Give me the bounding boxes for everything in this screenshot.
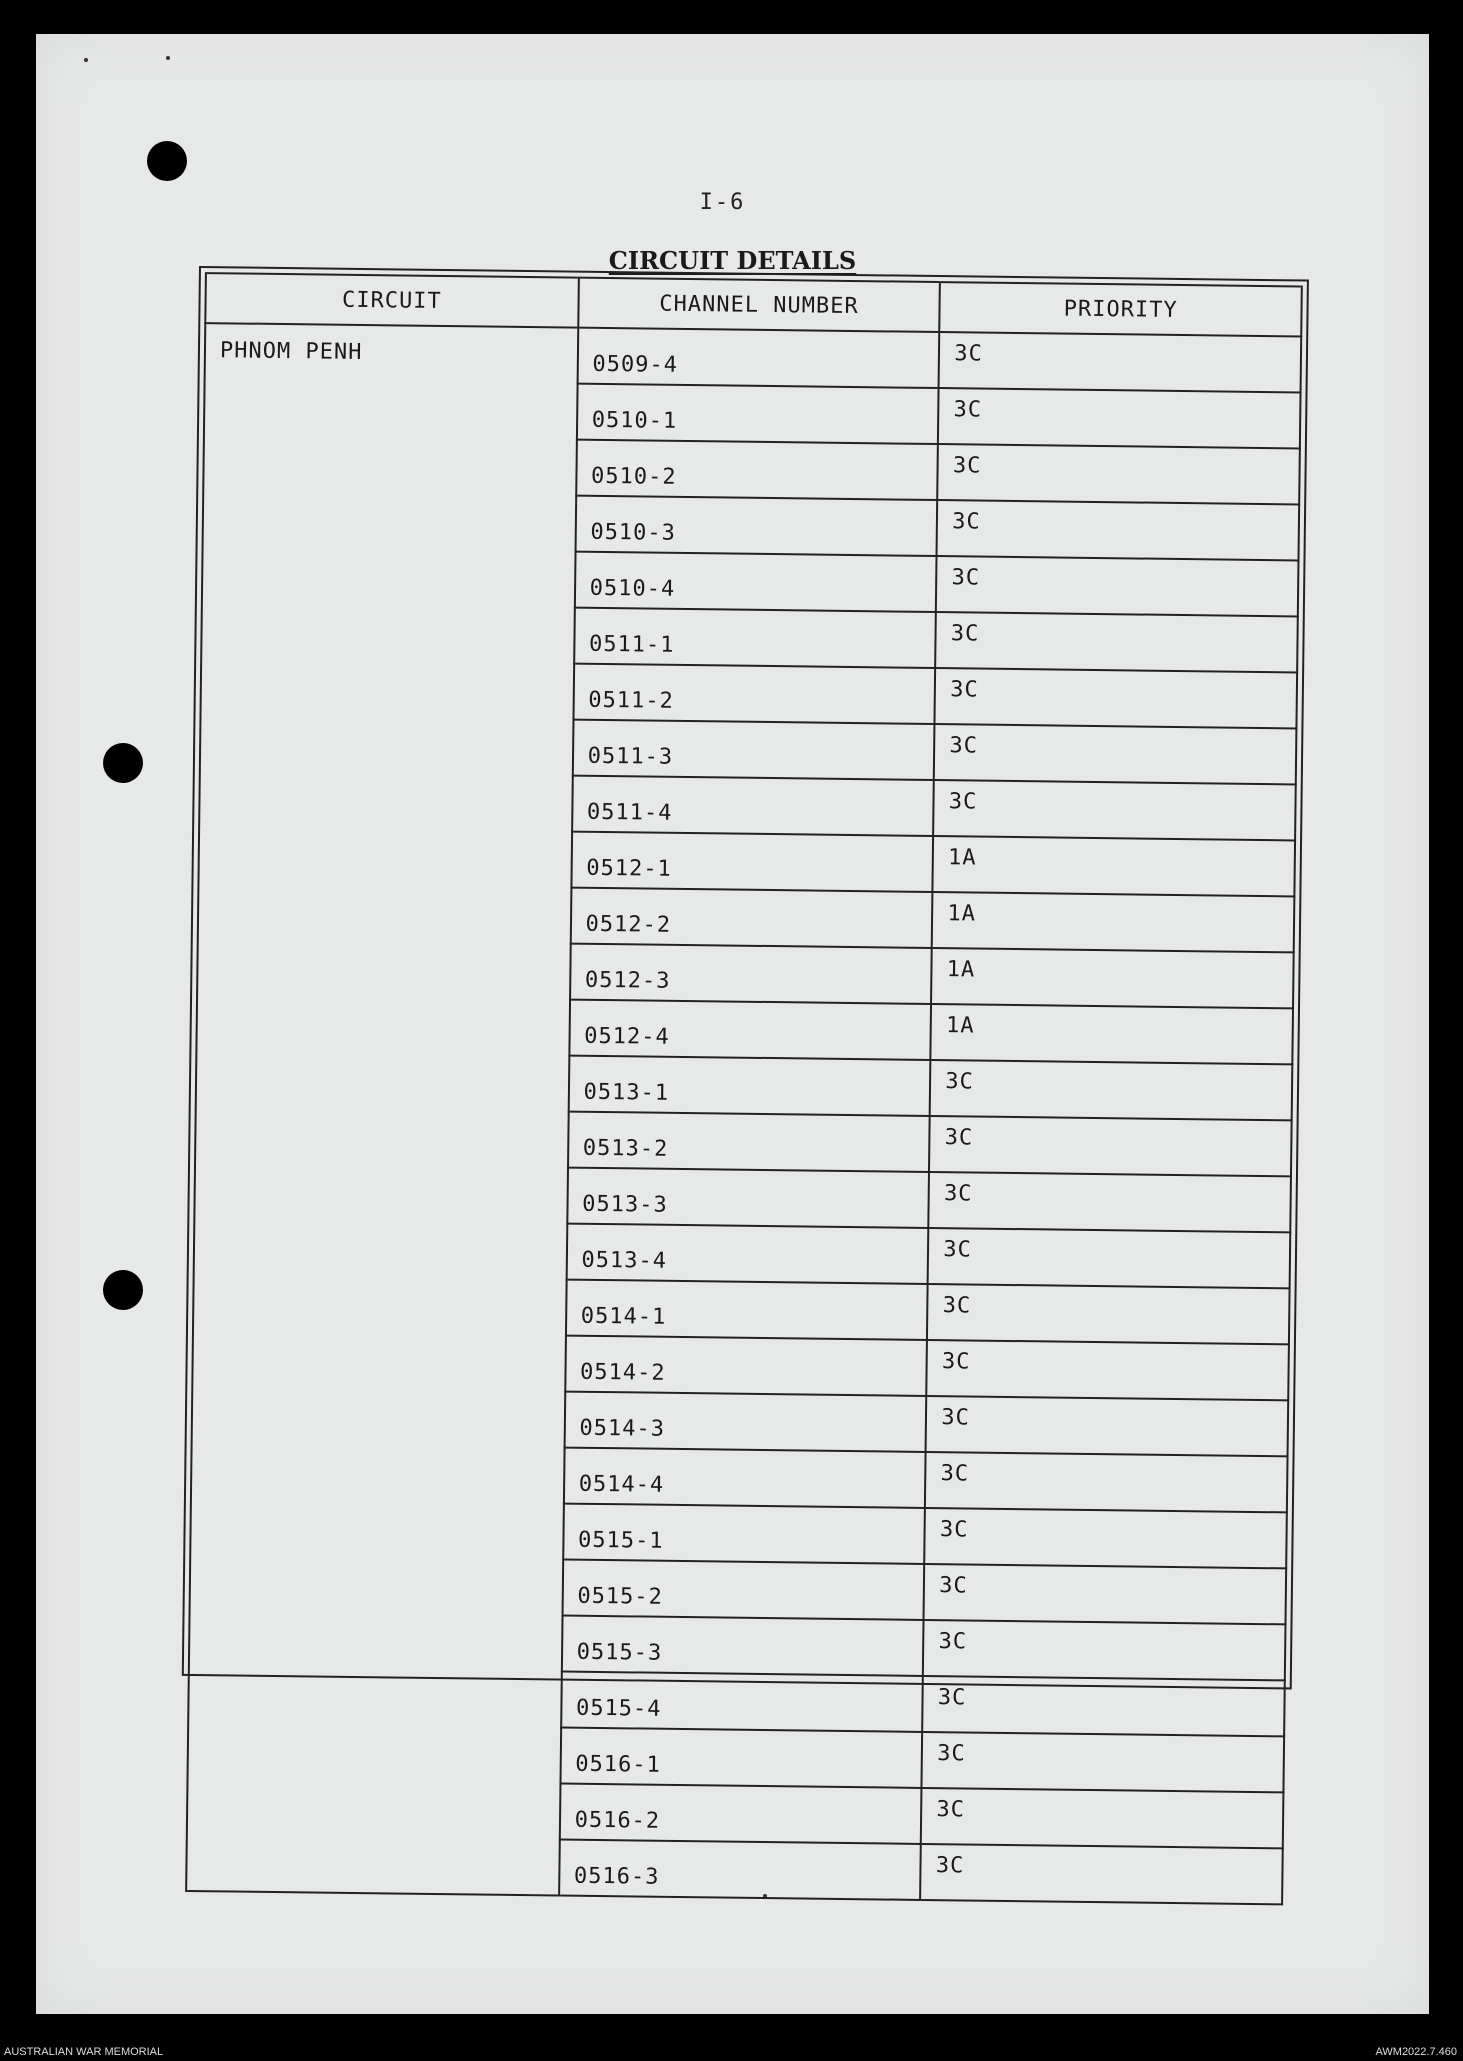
channel-number-cell: 0512-3 <box>570 944 932 1004</box>
priority-cell: 3C <box>927 1284 1289 1344</box>
footer-right: AWM2022.7.460 <box>1375 2046 1457 2058</box>
channel-number-cell: 0513-4 <box>566 1224 928 1284</box>
channel-number-cell: 0511-3 <box>572 720 934 780</box>
priority-cell: 3C <box>921 1788 1283 1848</box>
punch-hole <box>103 743 143 783</box>
priority-cell: 3C <box>925 1452 1287 1512</box>
channel-number-cell: 0510-4 <box>574 552 936 612</box>
priority-cell: 3C <box>937 500 1299 560</box>
priority-cell: 3C <box>930 1060 1292 1120</box>
priority-cell: 1A <box>932 892 1294 952</box>
channel-number-cell: 0515-4 <box>561 1672 923 1732</box>
channel-number-cell: 0514-1 <box>566 1280 928 1340</box>
channel-number-cell: 0516-3 <box>559 1840 921 1900</box>
channel-number-cell: 0514-4 <box>564 1448 926 1508</box>
channel-number-cell: 0516-1 <box>560 1728 922 1788</box>
footer-left: AUSTRALIAN WAR MEMORIAL <box>4 2046 164 2058</box>
priority-cell: 3C <box>922 1676 1284 1736</box>
priority-cell: 3C <box>938 388 1300 448</box>
priority-cell: 3C <box>939 332 1301 392</box>
channel-number-cell: 0510-1 <box>577 384 939 444</box>
channel-number-cell: 0509-4 <box>577 328 939 388</box>
circuit-table-frame <box>182 266 1309 1890</box>
speck <box>84 58 88 62</box>
punch-hole <box>103 1270 143 1310</box>
channel-number-cell: 0512-4 <box>569 1000 931 1060</box>
channel-number-cell: 0510-2 <box>576 440 938 500</box>
channel-number-cell: 0514-3 <box>564 1392 926 1452</box>
channel-number-cell: 0510-3 <box>575 496 937 556</box>
page-number: I-6 <box>699 190 746 215</box>
channel-number-cell: 0513-3 <box>567 1168 929 1228</box>
channel-number-cell: 0511-1 <box>574 608 936 668</box>
table-row <box>205 323 1302 392</box>
priority-cell: 3C <box>923 1620 1285 1680</box>
channel-number-cell: 0511-4 <box>572 776 934 836</box>
speck <box>166 56 170 60</box>
channel-number-cell: 0515-1 <box>563 1504 925 1564</box>
channel-number-cell: 0511-2 <box>573 664 935 724</box>
punch-hole <box>147 141 187 181</box>
priority-cell: 3C <box>933 780 1295 840</box>
priority-cell: 3C <box>935 668 1297 728</box>
document-page <box>36 34 1429 2014</box>
circuit-name-cell: PHNOM PENH <box>186 323 578 1895</box>
header-channel-number: CHANNEL NUMBER <box>578 278 940 332</box>
channel-number-cell: 0516-2 <box>559 1784 921 1844</box>
priority-cell: 1A <box>931 948 1293 1008</box>
header-priority: PRIORITY <box>940 282 1302 336</box>
priority-cell: 3C <box>926 1396 1288 1456</box>
priority-cell: 3C <box>920 1844 1282 1904</box>
priority-cell: 3C <box>935 612 1297 672</box>
channel-number-cell: 0513-1 <box>568 1056 930 1116</box>
document-title-text: CIRCUIT DETAILS <box>608 246 857 275</box>
channel-number-cell: 0514-2 <box>565 1336 927 1396</box>
priority-cell: 1A <box>931 1004 1293 1064</box>
priority-cell: 3C <box>929 1116 1291 1176</box>
priority-cell: 3C <box>927 1340 1289 1400</box>
priority-cell: 3C <box>936 556 1298 616</box>
header-circuit: CIRCUIT <box>205 273 578 328</box>
channel-number-cell: 0512-1 <box>571 832 933 892</box>
circuit-details-table <box>185 272 1303 1905</box>
priority-cell: 3C <box>924 1508 1286 1568</box>
channel-number-cell: 0513-2 <box>568 1112 930 1172</box>
channel-number-cell: 0515-3 <box>561 1616 923 1676</box>
priority-cell: 3C <box>922 1732 1284 1792</box>
channel-number-cell: 0512-2 <box>570 888 932 948</box>
channel-number-cell: 0515-2 <box>562 1560 924 1620</box>
priority-cell: 3C <box>934 724 1296 784</box>
priority-cell: 3C <box>924 1564 1286 1624</box>
priority-cell: 3C <box>928 1228 1290 1288</box>
priority-cell: 3C <box>937 444 1299 504</box>
priority-cell: 1A <box>933 836 1295 896</box>
priority-cell: 3C <box>929 1172 1291 1232</box>
